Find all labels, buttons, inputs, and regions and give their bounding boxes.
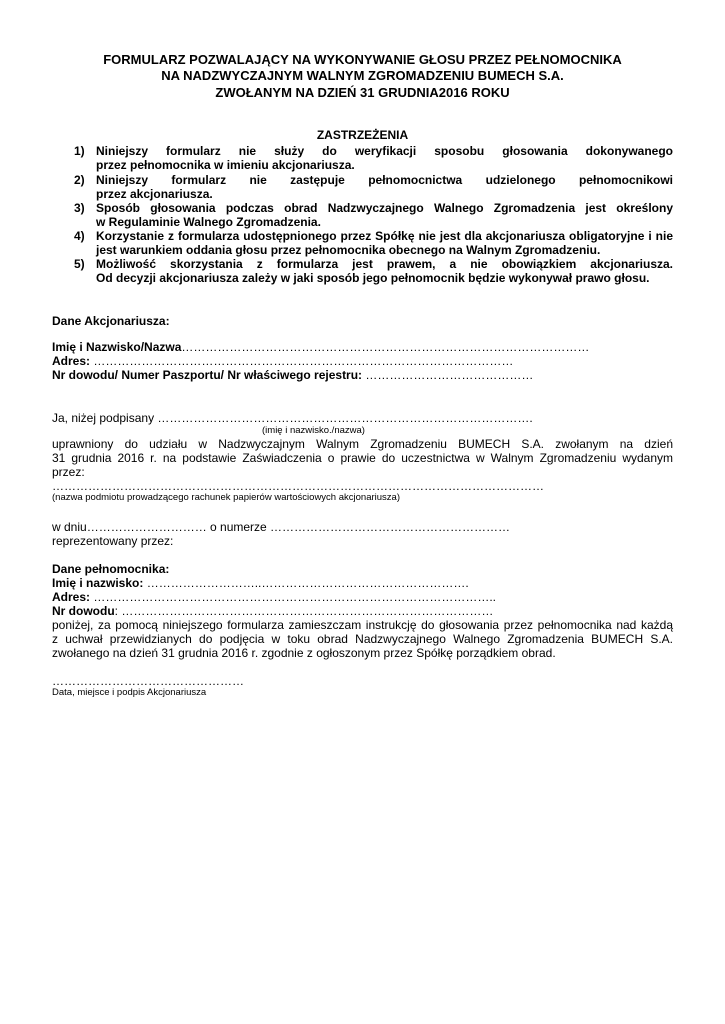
issuer-blank[interactable]: …………………………………………………………………………………………………………… [52,479,544,493]
proxy-name-field[interactable] [52,576,469,590]
form-title-line-2: NA NADZWYCZAJNYM WALNYM ZGROMADZENIU BUMECH S.A. [161,68,564,83]
undersigned-caption: (imię i nazwisko./nazwa) [262,425,365,436]
reservation-number: 4) [74,229,85,243]
reservation-number: 2) [74,173,85,187]
instruction-text-line-3: zwołanego na dzień 31 grudnia 2016 r. zgodnie z ogłoszonym przez Spółkę porządkiem obrad. [52,646,556,660]
reservation-text: Niniejszy formularz nie służy do weryfikacji sposobu głosowania dokonywanego [96,144,673,158]
reservation-text: jest warunkiem oddania głosu przez pełnomocnika obecnego na Walnym Zgromadzeniu. [96,243,601,257]
form-title-line-3: ZWOŁANYM NA DZIEŃ 31 GRUDNIA2016 ROKU [215,85,510,100]
proxy-name-label: Imię i nazwisko: [52,576,144,590]
instruction-text-line-2: z uchwał przewidzianych do podjęcia w toku obrad Nadzwyczajnego Walnego Zgromadzenia BUMECH S.A. [52,632,673,646]
shareholder-id-field[interactable] [52,368,533,382]
reservation-text: Sposób głosowania podczas obrad Nadzwyczajnego Walnego Zgromadzenia jest określony [96,201,673,215]
shareholder-address-blank[interactable]: …………………………………………………………………………………………… [90,354,514,368]
undersigned-field[interactable]: Ja, niżej podpisany …………………………………………………………………………………. [52,411,533,425]
reservation-text: Od decyzji akcjonariusza zależy w jaki sposób jego pełnomocnik będzie wykonywał prawo głosu. [96,271,650,285]
reservation-text: Niniejszy formularz nie zastępuje pełnomocnictwa udzielonego pełnomocnikowi [96,173,673,187]
entitlement-text-line-2: 31 grudnia 2016 r. na podstawie Zaświadczenia o prawie do uczestnictwa w Walnym Zgromadzeniu wydanym [52,451,673,465]
shareholder-name-blank[interactable]: ………………………………………………………………………………………… [181,340,590,354]
proxy-address-label: Adres: [52,590,91,604]
reservation-text: przez pełnomocnika w imieniu akcjonariusza. [96,158,355,172]
reservation-text: przez akcjonariusza. [96,187,213,201]
signature-caption: Data, miejsce i podpis Akcjonariusza [52,687,207,698]
instruction-text-line-1: poniżej, za pomocą niniejszego formularza zamieszczam instrukcję do głosowania przez pełnomocnika nad każdą [52,618,673,632]
represented-by-text: reprezentowany przez: [52,534,174,548]
reservation-number: 3) [74,201,85,215]
issuer-caption: (nazwa podmiotu prowadzącego rachunek papierów wartościowych akcjonariusza) [52,492,400,503]
form-title-line-1: FORMULARZ POZWALAJĄCY NA WYKONYWANIE GŁOSU PRZEZ PEŁNOMOCNIKA [103,52,622,67]
proxy-id-blank[interactable]: : ………………………………………………………………………………… [114,604,494,618]
proxy-id-label: Nr dowodu [52,604,115,618]
shareholder-id-blank[interactable]: …………………………………… [362,368,534,382]
shareholder-name-field[interactable] [52,340,589,354]
proxy-id-field[interactable] [52,604,493,618]
shareholder-address-label: Adres: [52,354,91,368]
reservation-number: 5) [74,257,85,271]
reservations-heading: ZASTRZEŻENIA [316,128,409,142]
reservation-text: Możliwość skorzystania z formularza jest prawem, a nie obowiązkiem akcjonariusza. [96,257,673,271]
shareholder-address-field[interactable] [52,354,513,368]
proxy-address-blank[interactable]: ……………………………………………………………………………………….. [90,590,497,604]
reservation-number: 1) [74,144,85,158]
shareholder-id-label: Nr dowodu/ Numer Paszportu/ Nr właściwego rejestru: [52,368,363,382]
proxy-address-field[interactable] [52,590,496,604]
entitlement-text-line-1: uprawniony do udziału w Nadzwyczajnym Walnym Zgromadzeniu BUMECH S.A. zwołanym na dzień [52,437,673,451]
reservation-text: w Regulaminie Walnego Zgromadzenia. [96,215,321,229]
date-and-number-field[interactable]: w dniu………………………… o numerze …………………………………………………… [52,520,511,534]
proxy-heading: Dane pełnomocnika: [52,562,170,576]
proxy-name-blank[interactable]: ………………………..……………………………………………. [143,576,469,590]
entitlement-text-line-3: przez: [52,465,85,479]
shareholder-name-label: Imię i Nazwisko/Nazwa [52,340,182,354]
shareholder-heading: Dane Akcjonariusza: [52,314,170,328]
reservation-text: Korzystanie z formularza udostępnionego przez Spółkę nie jest dla akcjonariusza obligatoryjne i nie [96,229,673,243]
signature-blank[interactable]: ………………………………………… [52,674,244,688]
